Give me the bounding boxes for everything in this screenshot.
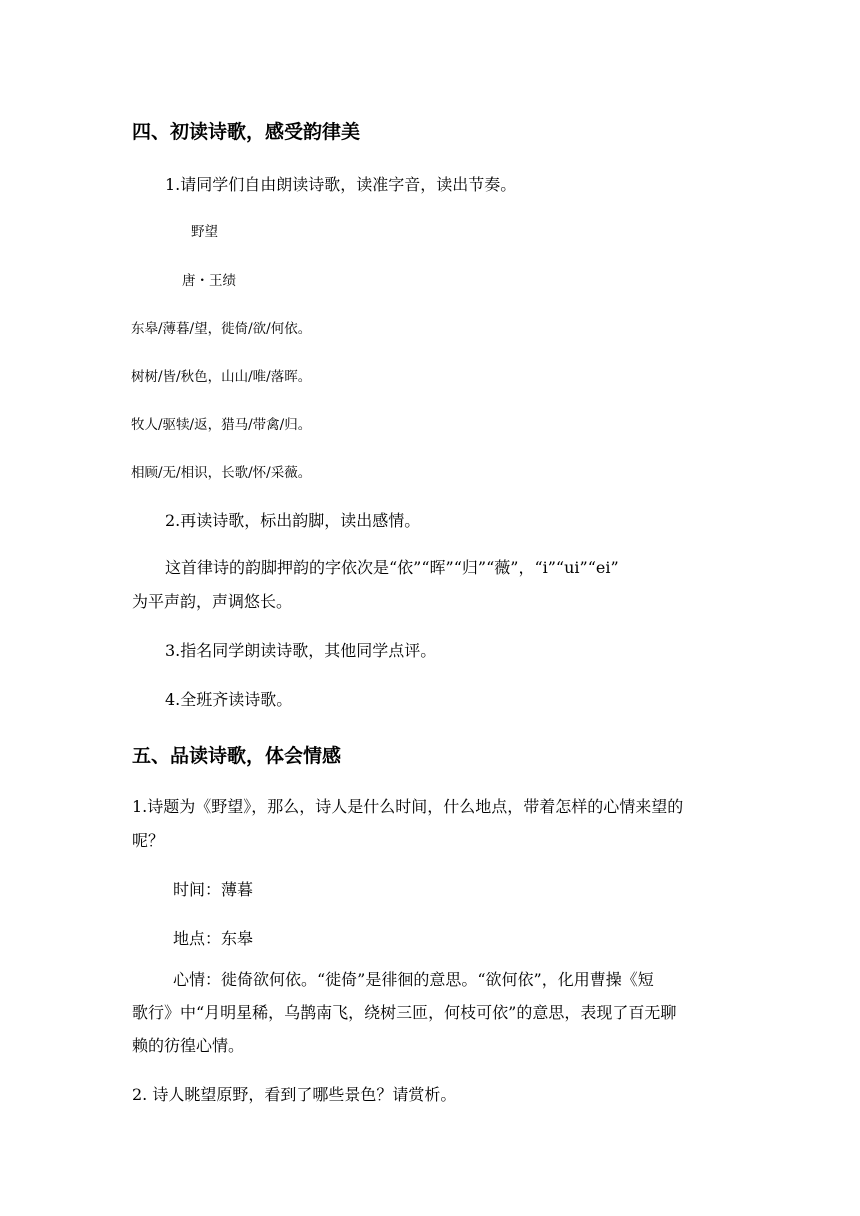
- instruction-1: 1.请同学们自由朗读诗歌，读准字音，读出节奏。: [165, 175, 517, 194]
- answer-mood-continued: 歌行》中“月明星稀，乌鹊南飞，绕树三匝，何枝可依”的意思，表现了百无聊: [132, 1003, 677, 1022]
- instruction-2: 2.再读诗歌，标出韵脚，读出感情。: [165, 511, 421, 530]
- question-2: 2. 诗人眺望原野，看到了哪些景色？请赏析。: [132, 1085, 457, 1104]
- answer-mood: 心情：徙倚欲何依。“徙倚”是徘徊的意思。“欲何依”，化用曹操《短: [173, 970, 654, 989]
- poem-line: 树树/皆/秋色，山山/唯/落晖。: [131, 369, 312, 385]
- answer-time: 时间：薄暮: [173, 880, 254, 899]
- poem-line: 相顾/无/相识，长歌/怀/采薇。: [131, 465, 312, 481]
- poem-author: 唐・王绩: [182, 273, 236, 289]
- instruction-3: 3.指名同学朗读诗歌，其他同学点评。: [165, 641, 437, 660]
- poem-line: 东皋/薄暮/望，徙倚/欲/何依。: [131, 321, 312, 337]
- section-heading-4: 四、初读诗歌，感受韵律美: [132, 121, 361, 143]
- poem-title: 野望: [191, 224, 218, 240]
- poem-line: 牧人/驱犊/返，猎马/带禽/归。: [131, 417, 312, 433]
- answer-place: 地点：东皋: [173, 929, 254, 948]
- question-1-continued: 呢？: [132, 831, 165, 850]
- question-1: 1.诗题为《野望》，那么，诗人是什么时间，什么地点，带着怎样的心情来望的: [132, 797, 684, 816]
- rhyme-note-continued: 为平声韵，声调悠长。: [132, 592, 293, 611]
- answer-mood-continued: 赖的彷徨心情。: [132, 1036, 245, 1055]
- section-heading-5: 五、品读诗歌，体会情感: [132, 745, 342, 767]
- instruction-4: 4.全班齐读诗歌。: [165, 690, 293, 709]
- rhyme-note: 这首律诗的韵脚押韵的字依次是“依”“晖”“归”“薇”，“i”“ui”“ei”: [165, 558, 619, 577]
